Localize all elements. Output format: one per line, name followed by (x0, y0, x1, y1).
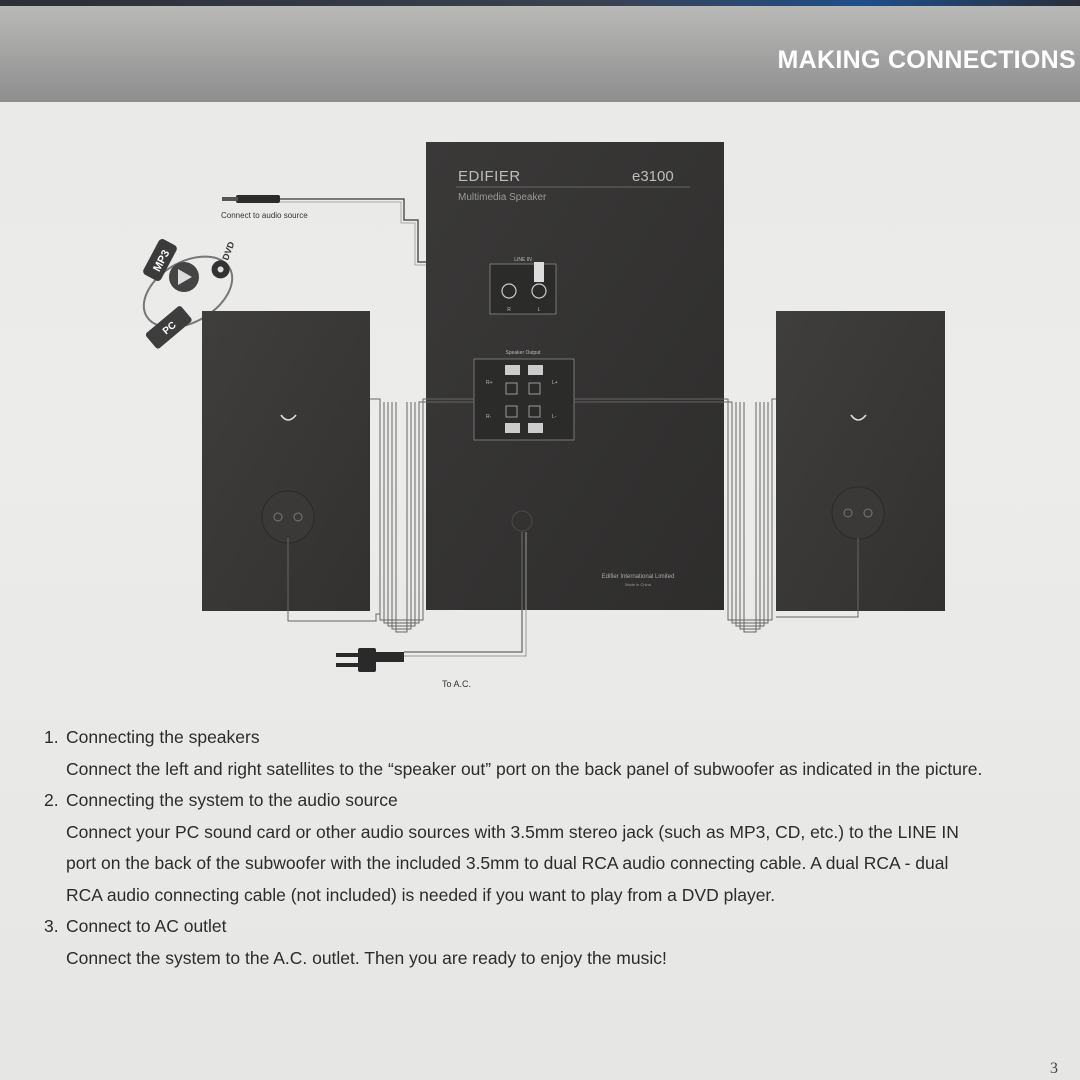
instruction-line: Connect your PC sound card or other audio sources with 3.5mm stereo jack (such as MP3, CD, etc.) to the LINE IN (66, 821, 959, 842)
instruction-line: Connect the left and right satellites to the “speaker out” port on the back panel of subwoofer as indicated in the picture. (66, 758, 983, 779)
instruction-number: 2. (44, 790, 59, 810)
mp3-label: MP3 (151, 248, 173, 274)
origin-label: Made in China (625, 582, 651, 587)
line-in-port (490, 257, 556, 314)
brand-logo: EDIFIER (458, 168, 521, 185)
section-title: MAKING CONNECTIONS (777, 46, 1076, 74)
instruction-number: 1. (44, 727, 59, 747)
right-satellite-speaker (776, 311, 945, 611)
terminal-l-plus: L+ (552, 380, 558, 386)
ac-plug-icon (336, 648, 404, 672)
instruction-line: port on the back of the subwoofer with the included 3.5mm to dual RCA audio connecting cable. A dual RCA - dual (66, 853, 949, 873)
instruction-title: Connect to AC outlet (66, 916, 227, 936)
instruction-line: Connect the system to the A.C. outlet. Then you are ready to enjoy the music! (66, 947, 667, 968)
dvd-badge-icon (209, 238, 239, 281)
pc-label: PC (160, 319, 179, 338)
speaker-output-terminals (474, 350, 574, 440)
instruction-body (44, 943, 1064, 975)
left-satellite-speaker (202, 311, 370, 611)
rca-right-jack (502, 284, 516, 298)
page-number: 3 (1050, 1060, 1058, 1077)
maker-label: Edifier International Limited (601, 574, 675, 580)
product-subtitle: Multimedia Speaker (458, 192, 547, 203)
connection-diagram (0, 102, 1080, 702)
pc-badge-icon (145, 305, 193, 350)
line-in-label: LINE IN (514, 257, 532, 263)
instruction-body (44, 754, 1064, 786)
subwoofer-back-panel (426, 142, 724, 610)
instruction-list (44, 722, 1064, 974)
model-name: e3100 (632, 168, 674, 185)
channel-r-label: R (507, 307, 511, 313)
instruction-number: 3. (44, 916, 59, 936)
terminal-l-minus: L- (552, 414, 557, 420)
speaker-output-label: Speaker Output (505, 350, 541, 356)
source-label: Connect to audio source (221, 211, 308, 220)
dvd-label: DVD (220, 240, 237, 262)
terminal-r-plus: R+ (486, 380, 493, 386)
instruction-item (44, 722, 1064, 785)
rca-left-jack (532, 284, 546, 298)
play-disc-icon (169, 262, 199, 292)
terminal-r-minus: R- (486, 414, 492, 420)
instruction-title: Connecting the system to the audio source (66, 790, 398, 810)
channel-l-label: L (537, 307, 541, 313)
instruction-line: RCA audio connecting cable (not included) is needed if you want to play from a DVD player. (66, 884, 776, 905)
ac-label: To A.C. (442, 679, 472, 689)
instruction-item (44, 785, 1064, 911)
instruction-item (44, 911, 1064, 974)
section-header-band (0, 6, 1080, 102)
instruction-title: Connecting the speakers (66, 727, 260, 747)
instruction-body (44, 817, 1064, 912)
